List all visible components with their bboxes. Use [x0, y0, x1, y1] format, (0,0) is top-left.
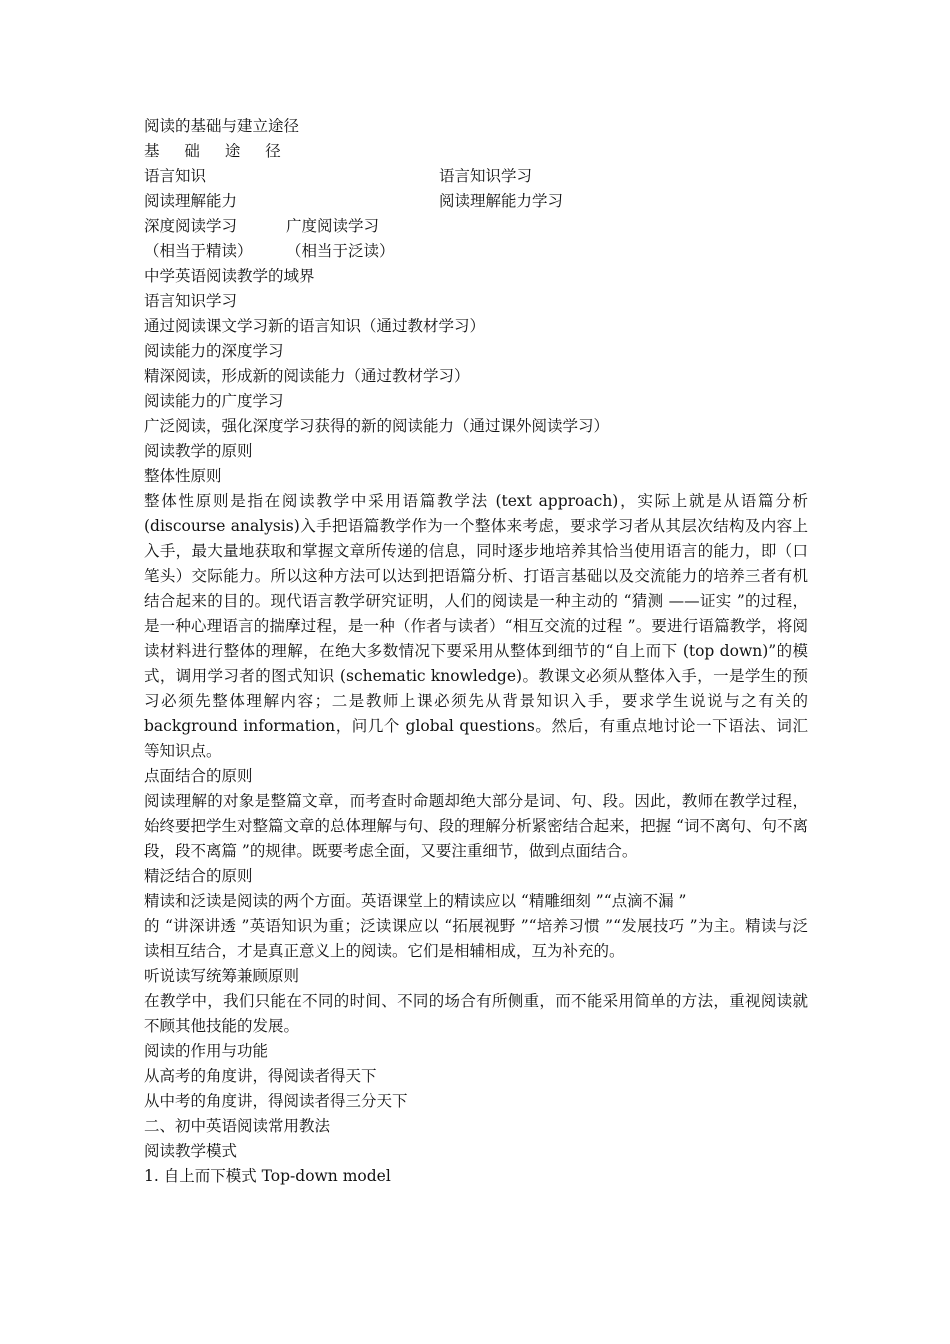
table-row — [144, 164, 808, 189]
text-line: 从中考的角度讲，得阅读者得三分天下 — [144, 1092, 408, 1110]
table-cell-right: 语言知识学习 — [439, 167, 533, 185]
subsection-heading: 点面结合的原则 — [144, 767, 253, 785]
table-cell-left: 深度阅读学习 — [144, 217, 238, 235]
table-cell-left: （相当于精读） — [144, 242, 253, 260]
text-line: 阅读能力的深度学习 — [144, 342, 284, 360]
text-line: 广泛阅读，强化深度学习获得的新的阅读能力（通过课外阅读学习） — [144, 417, 610, 435]
table-cell-right: （相当于泛读） — [286, 242, 395, 260]
text-line: 中学英语阅读教学的域界 — [144, 267, 315, 285]
paragraph-line: 精读和泛读是阅读的两个方面。英语课堂上的精读应以 “精雕细刻 ”“点滴不漏 ” — [144, 892, 687, 910]
subsection-heading: 精泛结合的原则 — [144, 867, 253, 885]
section-heading: 阅读的作用与功能 — [144, 1042, 269, 1060]
text-line: 精深阅读，形成新的阅读能力（通过教材学习） — [144, 367, 470, 385]
text-line: 从高考的角度讲，得阅读者得天下 — [144, 1067, 377, 1085]
section-heading: 阅读教学的原则 — [144, 442, 253, 460]
table-row — [144, 189, 808, 214]
document-body — [144, 114, 808, 1189]
section-subtitle: 基 础 途 径 — [144, 142, 291, 160]
paragraph-integrated-skills-principle: 在教学中，我们只能在不同的时间、不同的场合有所侧重，而不能采用简单的方法，重视阅读就不顾其他技能的发展。 — [144, 992, 808, 1035]
table-row — [144, 214, 808, 239]
table-row — [144, 239, 808, 264]
document-title: 阅读的基础与建立途径 — [144, 117, 300, 135]
subsection-heading: 阅读教学模式 — [144, 1142, 238, 1160]
paragraph-holistic-principle: 整体性原则是指在阅读教学中采用语篇教学法 (text approach)，实际上就是从语篇分析 (discourse analysis)入手把语篇教学作为一个整体来考虑，要求学习者从其层次结构及内容上入手，最大量地获取和掌握文章所传递的信息，同时逐步地培养其恰当使用语言的能力，即（口笔头）交际能力。所以这种方法可以达到把语篇分析、打语言基础以及交流能力的培养三者有机结合起来的目的。现代语言教学研究证明，人们的阅读是一种主动的 “猜测 ——证实 ”的过程，是一种心理语言的揣摩过程，是一种（作者与读者）“相互交流的过程 ”。要进行语篇教学，将阅读材料进行整体的理解，在绝大多数情况下要采用从整体到细节的“自上而下 (top down)”的模式，调用学习者的图式知识 (schematic knowledge)。教课文必须从整体入手，一是学生的预习必须先整体理解内容；二是教师上课必须先从背景知识入手，要求学生说说与之有关的 background information，问几个 global questions。然后，有重点地讨论一下语法、词汇等知识点。 — [144, 492, 808, 760]
table-cell-left: 阅读理解能力 — [144, 192, 238, 210]
table-cell-right: 广度阅读学习 — [286, 217, 380, 235]
paragraph-point-surface-principle: 阅读理解的对象是整篇文章，而考查时命题却绝大部分是词、句、段。因此，教师在教学过程，始终要把学生对整篇文章的总体理解与句、段的理解分析紧密结合起来，把握 “词不离句、句不离段，段不离篇 ”的规律。既要考虑全面，又要注重细节，做到点面结合。 — [144, 792, 808, 860]
paragraph-intensive-extensive-principle: 的 “讲深讲透 ”英语知识为重；泛读课应以 “拓展视野 ”“培养习惯 ”“发展技巧 ”为主。精读与泛读相互结合，才是真正意义上的阅读。它们是相辅相成，互为补充的。 — [144, 917, 808, 960]
subsection-heading: 整体性原则 — [144, 467, 222, 485]
subsection-heading: 听说读写统筹兼顾原则 — [144, 967, 300, 985]
section-heading: 二、初中英语阅读常用教法 — [144, 1117, 331, 1135]
table-cell-left: 语言知识 — [144, 167, 207, 185]
list-item: 1. 自上而下模式 Top-down model — [144, 1167, 391, 1185]
text-line: 通过阅读课文学习新的语言知识（通过教材学习） — [144, 317, 486, 335]
text-line: 语言知识学习 — [144, 292, 238, 310]
table-cell-right: 阅读理解能力学习 — [439, 192, 564, 210]
text-line: 阅读能力的广度学习 — [144, 392, 284, 410]
